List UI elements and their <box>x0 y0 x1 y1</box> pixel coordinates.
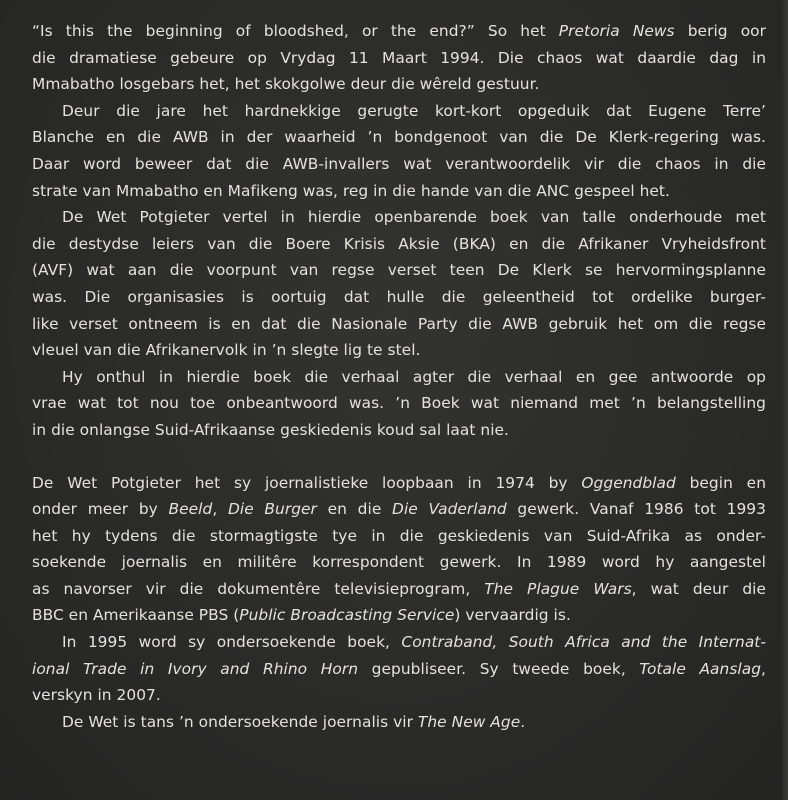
author-bio <box>32 470 766 736</box>
blurb-paragraph-4 <box>32 364 766 444</box>
text-run: BBC en Amerikaanse PBS ( <box>32 606 240 625</box>
text-line <box>32 390 766 417</box>
text-run: . <box>520 712 526 731</box>
text-line <box>32 231 766 258</box>
text-line <box>32 124 766 151</box>
text-line <box>32 257 766 284</box>
text-run: , <box>212 500 228 519</box>
text-run: “Is this the beginning of bloodshed, or the end?” So het <box>32 22 559 40</box>
text-run: Mmabatho losgebars het, het skokgolwe deur die wêreld gestuur. <box>32 75 540 94</box>
italic-title: The New Age <box>417 712 521 731</box>
text-line <box>32 576 766 603</box>
text-line <box>32 709 766 736</box>
text-line <box>32 18 766 45</box>
text-run: (AVF) wat aan die voorpunt van regse verset teen De Klerk se hervormingsplanne <box>32 261 766 280</box>
italic-title: Beeld <box>168 500 213 519</box>
italic-title: Totale Aanslag <box>639 659 762 678</box>
text-run: vleuel van die Afrikanervolk in ’n slegte lig te stel. <box>32 341 421 360</box>
cover-edge <box>782 0 788 800</box>
text-line <box>32 470 766 497</box>
text-run: as navorser vir die dokumentêre televisieprogram, <box>32 579 485 598</box>
text-run: like verset ontneem is en dat die Nasionale Party die AWB gebruik het om die regse <box>32 314 766 333</box>
text-line <box>32 178 766 205</box>
italic-title: Contraband, South Africa and the Internat- <box>401 633 766 652</box>
text-line <box>32 98 766 125</box>
text-run: vrae wat tot nou toe onbeantwoord was. ’n Boek wat niemand met ’n belangstelling <box>32 394 766 413</box>
section-gap <box>32 444 766 470</box>
book-blurb <box>32 18 766 444</box>
text-line <box>32 656 766 683</box>
text-run: onder meer by <box>32 500 169 519</box>
text-run: Hy onthul in hierdie boek die verhaal agter die verhaal en gee antwoorde op <box>62 367 766 386</box>
text-line <box>32 311 766 338</box>
text-line <box>32 364 766 391</box>
text-line <box>32 682 766 709</box>
italic-title: Oggendblad <box>581 473 676 492</box>
text-line <box>32 151 766 178</box>
text-run: strate van Mmabatho en Mafikeng was, reg in die hande van die ANC gespeel het. <box>32 181 670 200</box>
italic-title: Public Broadcasting Service <box>239 606 455 625</box>
text-run: die dramatiese gebeure op Vrydag 11 Maart 1994. Die chaos wat daardie dag in <box>32 48 766 67</box>
text-run: In 1995 word sy ondersoekende boek, <box>62 633 402 652</box>
blurb-paragraph-2 <box>32 98 766 204</box>
text-line <box>32 629 766 656</box>
text-line <box>32 45 766 72</box>
text-run: was. Die organisasies is oortuig dat hulle die geleentheid tot ordelike burger- <box>32 287 766 306</box>
text-run: De Wet is tans ’n ondersoekende joernalis vir <box>62 712 418 731</box>
author-paragraph-3 <box>32 709 766 736</box>
text-line <box>32 71 766 98</box>
text-line <box>32 496 766 523</box>
text-run: soekende joernalis en militêre korrespondent gewerk. In 1989 word hy aangestel <box>32 553 766 572</box>
text-run: , <box>761 659 766 678</box>
text-run: en die <box>316 500 393 519</box>
text-line <box>32 549 766 576</box>
text-run: , wat deur die <box>631 579 766 598</box>
italic-title: Die Burger <box>227 500 317 519</box>
text-run: berig oor <box>674 22 767 40</box>
text-run: begin en <box>675 473 766 492</box>
text-run: die destydse leiers van die Boere Krisis Aksie (BKA) en die Afrikaner Vryheidsfront <box>32 234 766 253</box>
text-run: gewerk. Vanaf 1986 tot 1993 <box>506 500 766 519</box>
blurb-paragraph-3 <box>32 204 766 364</box>
author-paragraph-2 <box>32 629 766 709</box>
text-line <box>32 523 766 550</box>
text-line <box>32 204 766 231</box>
text-run: Blanche en die AWB in der waarheid ’n bondgenoot van die De Klerk-regering was. <box>32 128 766 147</box>
italic-title: Die Vaderland <box>392 500 507 519</box>
italic-title: Pretoria News <box>558 22 675 40</box>
text-run: Deur die jare het hardnekkige gerugte kort-kort opgeduik dat Eugene Terre’ <box>62 101 766 120</box>
text-line <box>32 602 766 629</box>
author-paragraph-1 <box>32 470 766 630</box>
blurb-paragraph-1 <box>32 18 766 98</box>
text-run: ) vervaardig is. <box>454 606 571 625</box>
text-run: De Wet Potgieter vertel in hierdie openbarende boek van talle onderhoude met <box>62 208 766 227</box>
text-run: De Wet Potgieter het sy joernalistieke loopbaan in 1974 by <box>32 473 582 492</box>
italic-title: ional Trade in Ivory and Rhino Horn <box>32 659 359 678</box>
text-line <box>32 284 766 311</box>
italic-title: The Plague Wars <box>484 579 632 598</box>
text-line <box>32 337 766 364</box>
text-run: het hy tydens die stormagtigste tye in die geskiedenis van Suid-Afrika as onder- <box>32 526 766 545</box>
text-run: in die onlangse Suid-Afrikaanse geskiedenis koud sal laat nie. <box>32 420 509 439</box>
text-run: Daar word beweer dat die AWB-invallers wat verantwoordelik vir die chaos in die <box>32 154 766 173</box>
text-run: verskyn in 2007. <box>32 686 161 705</box>
text-run: gepubliseer. Sy tweede boek, <box>358 659 640 678</box>
text-line <box>32 417 766 444</box>
